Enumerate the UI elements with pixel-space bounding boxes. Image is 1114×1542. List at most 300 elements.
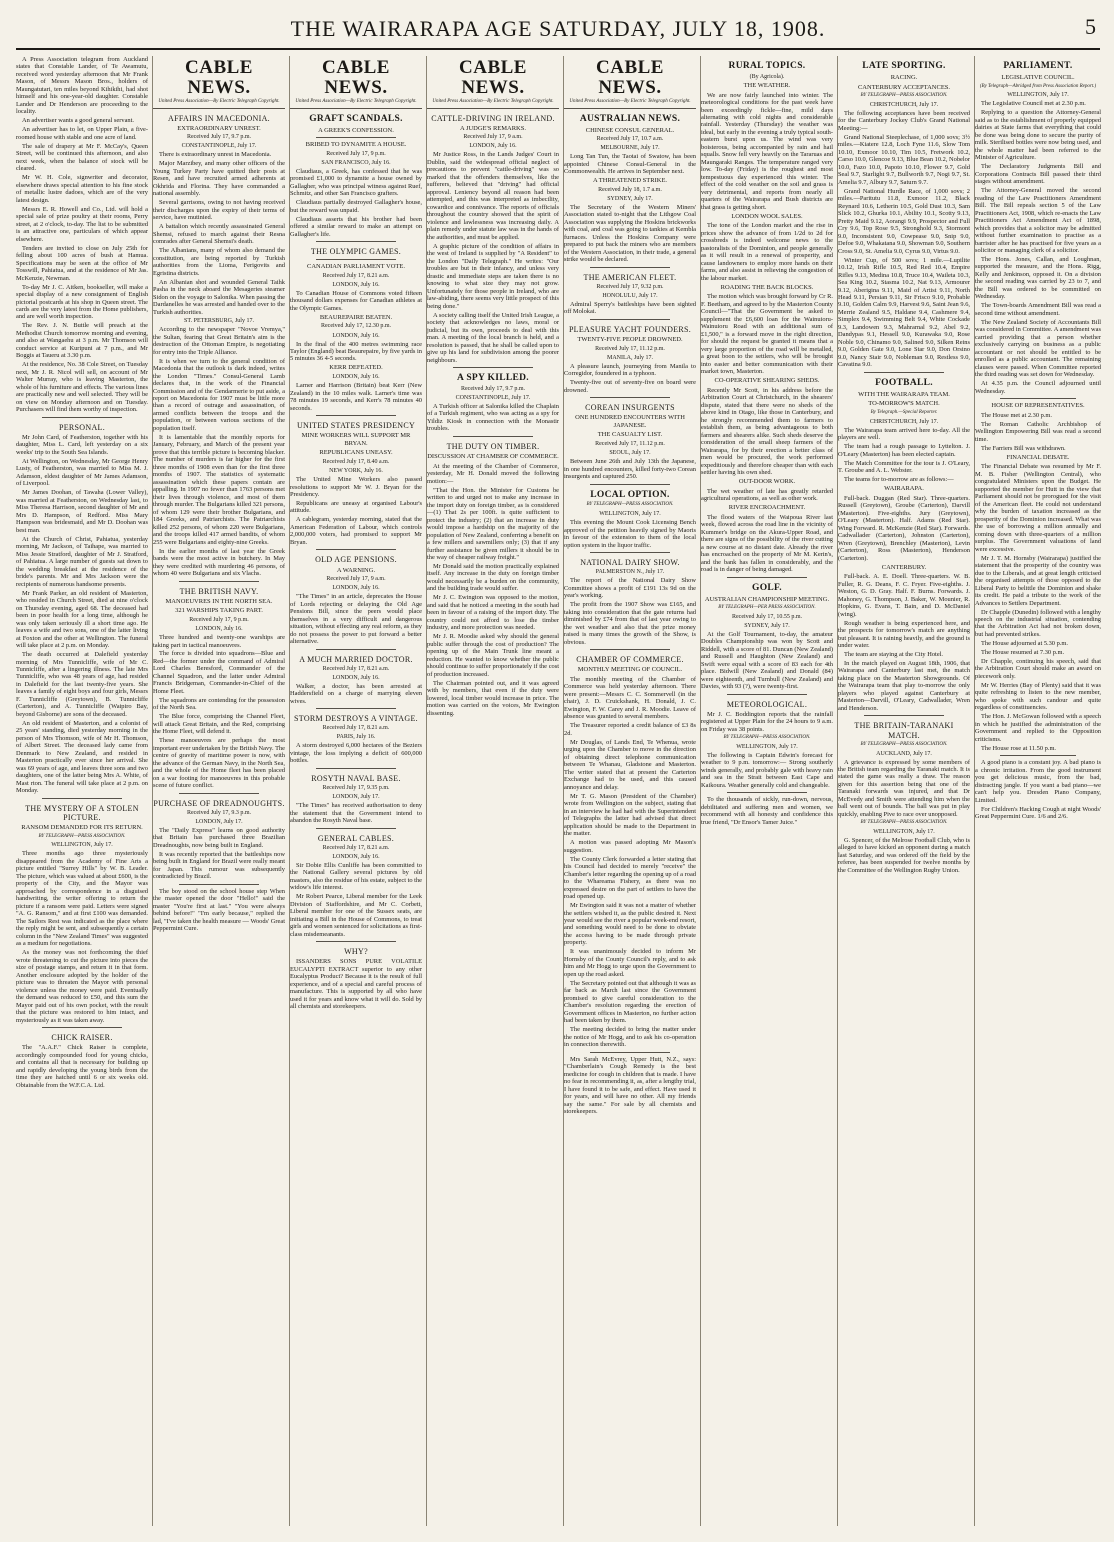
paragraph: There is extraordinary unrest in Macedonia. [159,151,272,159]
received-time: Received July 17, 10.7 a.m. [596,136,664,143]
divider [590,1052,669,1053]
wire-credit: United Press Association—By Electric Telegraph Copyright. [432,98,554,104]
paragraph: At the meeting of the Chamber of Commerce, yesterday, Mr H. Donald moved the following motion:— [427,462,559,485]
paragraph: Dr Chapple, continuing his speech, said that the Arbitration Court should make an award on piecework only. [975,657,1101,680]
received-time: Received July 17, 9 a.m. [463,134,523,141]
wire-credit: BY TELEGRAPH—PER PRESS ASSOCIATION. [718,605,816,611]
received-time: Received July 17, 9 p.m. [326,150,386,157]
paragraph: The Match Committee for the tour is J. O'Leary, T. Groube and A. L. Webster. [838,459,970,475]
section-heading: GOLF. [752,582,782,593]
divider [1000,755,1076,756]
section-subheading: BRIBED TO DYNAMITE A HOUSE. [305,141,407,149]
section-heading: OLD AGE PENSIONS. [315,555,397,565]
divider [316,768,395,769]
paragraph: The team are staying at the City Hotel. [844,651,944,658]
paragraph: The monthly meeting of the Chamber of Commerce was held yesterday afternoon. There were present:—Messrs C. C. Sommervell (in the chair), J. D. Cruickshank, H. Donald, J. C. Ewington, F. W. Carey and J. R. Moodie. Leave of absence was granted to several members. [564,675,696,721]
paragraph: Mr Douglas, of Lands End, Te Whenua, wrote urging upon the Chamber to move in the direction of obtaining direct telephone communication between Te Whanau, Gladstone and Masterton. The writer stated that at present the Carterton Exchange had to be used, and this caused annoyance and delay. [564,738,696,791]
section-heading: FOOTBALL. [875,377,933,388]
paragraph: Mr James Doohan, of Tawaha (Lower Valley), was married at Featherston, on Wednesday last, to Miss Theresa Harrison, second daughter of Mr and Mrs D. Hampson, of Redford. Miss Mary Hampson was bridesmaid, and Mr D. Doohan was best man. [16,489,148,534]
section-subheading: LONDON WOOL SALES. [731,212,803,220]
paragraph: Claudiaus partially destroyed Gallagher's house, but the reward was unpaid. [290,199,422,214]
team-heading: WAIRARAPA. [884,485,924,493]
paragraph: Grand National Hurdle Race, of 1,000 sovs; 2 miles.—Paritutu 11.8, Exmoor 11.2, Black Reynard 10.6, Letherin 10.5, Gold Dust 10.3, Sam Slick 10.2, Ghurka 10.1, Ability 10.1, Scotty 9.13, Pretty Maid 9.12, Aorangi 9.9, Prospector and Full Cry 9.6, Top Rose 9.5, Stronghold 9.3, Stormont 9.0, Inconsistent 9.0, Cowpease 9.0, Snip 9.0, Defoe 9.0, Whakatana 9.0, Showman 9.0, Southern Cross 9.0, St. Amelia 9.0, Cyrus 9.0, Virtus 9.0. [838,187,970,255]
cable-news-banner: CABLE NEWS. [596,57,664,98]
paragraph: Dr Chapple (Dunedin) followed with a lengthy speech on the industrial situation, contending that the Arbitration Act had not broken down, but had prevented strikes. [975,608,1101,638]
section-heading: STORM DESTROYS A VINTAGE. [294,714,418,724]
advertisement: Mrs Sarah McEvrey, Upper Hutt, N.Z., says: "Chamberlain's Cough Remedy is the best medicine for cough in children that is made. I have no fear in recommending it, as, after a lengthy trial, I have found it to be safe, and effect. Have used it for years, and will have no other. All my friends say the same." For sale by all chemists and storekeepers. [564,1055,696,1116]
section-subheading: TWENTY-FIVE PEOPLE DROWNED. [577,336,683,343]
received-time: Received July 17, 8.21 a.m. [322,844,390,851]
dateline: SEOUL, July 17. [609,450,651,457]
team-list: Full-back. A. E. Doell. Three-quarters. W. B. Fuller, R. G. Deans, F. C. Fryer. Five-eighths. J. Weston, G. D. Gray. Half. F. Burns. Forwards. J. Mahoney, G. Thompson, J. Baker, W. Mounier, R. Hopkins, G. Evans, T. Bain, and D. McDaniel (wing). [838,573,970,618]
section-subheading: A GREEK'S CONFESSION. [318,126,394,134]
dateline: CHRISTCHURCH, July 17. [869,418,939,425]
paragraph: To-day Mr J. C. Aitken, bookseller, will make a special display of a new consignment of English pictorial postcards at his shop in Queen street. The cards are the very latest from the Home publishers, and are well worth inspection. [16,283,148,321]
divider [590,267,669,268]
paragraph: Mr W. H. Cole, signwriter and decorator, elsewhere draws special attention to his fine stock of metallic lustre dadoes, which are of the very latest design. [16,174,148,204]
paragraph: Sir Dobie Ellis Cunliffe has been committed to the National Gallery several pictures by old masters, also the residue of his estate, subject to the widow's life interest. [290,861,422,892]
paragraph: The Hon. J. McGowan followed with a speech in which he justified the administration of the Government and replied to the Opposition criticisms. [975,713,1101,743]
paragraph: The profit from the 1907 Show was £165, and taking into consideration that the gate returns had diminished by £74 from that of last year owing to the wet weather and also that the prize money raised is many times the growth of the Show, is obvious. [564,601,696,646]
paragraph: Mr John Card, of Featherston, together with his daughter, Miss L. Card, left yesterday on a six weeks' trip to the South Sea Islands. [16,433,148,456]
paragraph: A grievance is expressed by some members of the British team regarding the Taranaki match. It is stated the game was really a draw. The reason given for this assertion being that one of the Taranaki forwards was injured, and that Dr McEvedy and Smith were attending him when the ball went out of bounds. The ball was put in play quickly, enabling Pive to race over unopposed. [838,758,970,818]
section-subheading: ONE HUNDRED ENCOUNTERS WITH JAPANESE. [575,414,685,429]
column-cable-news-3 [427,56,559,1526]
paragraph: The Secretary pointed out that although it was as far back as March last since the Government promised to give careful consideration to the Chamber's resolution regarding the erection of Government offices in Masterton, no further action had been taken by them. [564,979,696,1025]
paragraph: "The Times" has received authorisation to deny the statement that the Government intend to abandon the Rosyth Naval base. [290,802,422,825]
paragraph: Mr Ewington said it was not a matter of whether the settlers wished it, as the public desired it. Next year would see the river a popular week-end resort, and something would need to be done to obviate the access having to be made through private property. [564,902,696,947]
paragraph: Three hundred and twenty-one warships are taking part in tactical manoeuvres. [153,634,285,649]
section-heading: A SPY KILLED. [457,373,529,383]
divider [316,941,395,942]
advertisement: A good piano is a constant joy. A bad piano is a chronic irritation. From the good instrument you get delicious music, from the bad, distracting jangle. If you want a bad piano—we can't help you. Dresden Piano Company, Limited. [975,759,1101,804]
wire-credit: BY TELEGRAPH—PRESS ASSOCIATION. [860,93,948,99]
paragraph: The United Mine Workers also passed resolutions to support Mr W. J. Bryan for the Presidency. [290,476,422,498]
divider [316,649,395,650]
paragraph: Grand National Steeplechase, of 1,000 sovs; 3½ miles.—Kiatere 12.8, Loch Fyne 11.6, Slow Tom 10.10, Exmoor 10.10, Tim 10.5, Fretwork 10.2, Carso 10.0, Glencoe 9.13, Blue Bean 10.2, Nobelor 10.0, Fazo 10.0, Papoto 10.10, Flower 9.7, Gold Seal 9.7, Starlight 9.7, Bullworth 9.7, Nogi 9.7, St. Amelia 9.7, Albury 9.7, Saturn 9.7. [838,133,970,186]
section-subheading: HOUSE OF REPRESENTATIVES. [991,402,1085,410]
divider [42,798,121,799]
section-heading: PARLIAMENT. [1003,61,1073,71]
divider [316,828,395,829]
paragraph: Mr W. Herries (Bay of Plenty) said that it was quite refreshing to listen to the new member, who spoke with such candour and quite regardless of constituencies. [975,681,1101,712]
advertisement: The boy stood on the school house step When the master opened the door "Hello!" said the master "You're first at last." "You were always behind before!" "I'm early because," replied the lad, "I've taken the health measure — Woods' Great Peppermint Cure. [153,887,285,933]
received-time: Received July 17, 12.30 p.m. [321,323,391,330]
section-heading: THE DUTY ON TIMBER. [446,441,540,451]
paragraph: A motion was passed adopting Mr Mason's suggestion. [564,839,696,854]
team-list: Full-back. Duggan (Red Star). Three-quarters. Russell (Greytown), Groube (Carterton), Darvill (Masterton). Five-eighths. Jury (Greytown), O'Leary (Masterton). Half. Adams (Red Star). Wing Forward. R. McKenzie (Red Star). Forwards. Cadwallader (Carterton), Johnston (Carterton), Wren (Greytown), Brenchley (Masterton), Levin (Carterton), Ross (Masterton), Henderson (Carterton). [838,494,970,562]
dateline: WELLINGTON, July 17. [873,828,935,835]
received-time: Received July 17, 9 p.m. [189,616,249,623]
section-heading: THE MYSTERY OF A STOLEN PICTURE. [25,803,139,822]
paragraph: Rough weather is being experienced here, and the prospects for tomorrow's match are anything but pleasant. It is raining heavily, and the ground is under water. [838,619,970,650]
paragraph: In the earlier months of last year the Greek bands were the most active in butchery. In May they were credited with murdering 46 persons, of whom 40 were Bulgarians and six Vlachs. [153,547,285,578]
section-subheading: EXTRAORDINARY UNREST. [177,124,261,132]
paragraph: A Turkish officer at Salonika killed the Chaplain of a Turkish regiment, who was acting as a spy for Yildiz Kiosk in connection with the Monastir troubles. [427,402,559,433]
paragraph: A pleasure launch, journeying from Manila to Corregidor, foundered in a typhoon. [564,362,696,378]
column-cable-news-1 [153,56,285,1526]
divider [42,1027,121,1028]
paragraph: The team had a rough passage to Lyttelton. J. O'Leary (Masterton) has been elected captain. [838,443,970,458]
wire-credit: BY TELEGRAPH—PRESS ASSOCIATION. [860,819,948,825]
paragraph: Admiral Sperry's battleships have been sighted off Molokai. [564,300,696,316]
paragraph: Mr Frank Parker, an old resident of Masterton, who resided in Church Street, died at nine o'clock on Thursday evening, aged 68. The deceased had been in poor health for a long time, although he was only taken seriously ill a short time ago. He leaves a wife and two sons, one of the latter living at Foxton and the other at Wellington. The funeral will take place at 2 p.m. on Monday. [16,589,148,650]
divider [727,577,806,578]
section-heading: CATTLE-DRIVING IN IRELAND. [431,113,555,123]
paragraph: The Roman Catholic Archbishop of Wellington Empowering Bill was read a second time. [975,420,1101,443]
advertisement: To the thousands of sickly, run-down, nervous, debilitated and suffering men and women, we recommend with all honesty and confidence this true friend, "Dr Ensor's Tamer Juice." [701,796,833,826]
divider [864,372,943,373]
section-subheading: MONTHLY MEETING OF COUNCIL. [577,666,683,674]
divider [590,319,669,320]
paragraph: Larner and Harrison (Britain) beat Kerr (New Zealand) in the 10 miles walk. Larner's time was 78 minutes 19 seconds, and Kerr's 78 minutes 40 seconds. [290,382,422,412]
paragraph: The Secretary of the Western Miners' Association stated to-night that the Lithgow Coal Association was supplying the Hoskins brickworks with coal, and coal was going to tankies at Kembla furnaces. Unless the Hoskins Company were prepared to put back the miners who are members of the Western Association, in their trade, a general strike would be declared. [564,203,696,264]
paragraph: The "Daily Express" learns on good authority that Britain has purchased three Brazilian Dreadnoughts, now being built in England. [153,826,285,849]
section-heading: CHAMBER OF COMMERCE. [576,655,684,665]
paragraph: The Attorney-General moved the second reading of the Law Practitioners Amendment Bill. The Bill repeals section 5 of the Law Practitioners Act, 1908, which re-enacts the Law Practitioners Act Amendment Act of 1898, which provides that a solicitor may be admitted without further examination to practise as a barrister after he has practised for five years as a solicitor or managing clerk of a solicitor. [975,187,1101,254]
paragraph: Replying to a question the Attorney-General said as to the establishment of properly equipped dairies at State farms that everything that could be done was being done to secure the purity of milk. Sterilised bottles were now being used, and the whole matter had been referred to the Minister of Agriculture. [975,109,1101,162]
dateline: LONDON, July 16. [332,374,380,381]
section-heading: THE BRITAIN-TARANAKI MATCH. [854,721,954,740]
section-subheading: A JUDGE'S REMARKS. [459,124,526,132]
wire-credit: BY TELEGRAPH—PRESS ASSOCIATION. [586,502,674,508]
dateline: PALMERSTON N., July 17. [595,569,665,576]
paragraph: The Treasurer reported a credit balance of £3 8s 2d. [564,722,696,737]
paragraph: The tone of the London market and the rise in prices show the advance of from 1/2d to 2d for crossbreds is indeed welcome news to the pastoralists of the Dominion, and people generally as it will result in a renewal of prosperity, and cause landowners to employ more hands on their farms, and also assist in relieving the congestion of the labour market. [701,222,833,282]
paragraph: The Financial Debate was resumed by Mr F. M. B. Fisher (Wellington Central), who congratulated Ministers upon the Budget. He supported the member for Hutt in the view that Parliament should not be prorogued for the visit of the American fleet. He could not understand why the burden of taxation increased as the prosperity of the Dominion increased. What was the use of borrowing a million annually and coming down with three-quarters of a million surplus. The Government valuations of land were excessive. [975,463,1101,553]
paragraph: Winter Cup, of 500 sovs; 1 mile.—Lupilite 10.12, Irish Rifle 10.5, Red Red 10.4, Empire Rifles 9.13, Medina 10.8, Truce 10.4, Waileta 10.3, Sea King 10.2, Stasma 10.2, Nat 9.13, Armourer 9.12, Aberigina 9.11, Maid of Artist 9.11, North Head 9.11, Persian 9.11, Sir Frisco 9.10, Probable 9.10, Golden Calm 9.9, Harvest 9.6, Saint Jean 9.6, Merrie Zealand 9.5, Haldane 9.4, Cashmere 9.4, Simplex 9.4, Swimming Belt 9.4, White Cockade 9.3, Landowen 9.3, Mahrarnal 9.2, Abel 9.2, Dandypas 9.1, Hessell 9.0, Kurawaka 9.0, Rose Noble 9.0, Chinamo 9.0, Salined 9.0, Silken Reins 9.0, Golden Gate 9.0, Lone Star 9.0, Don Orsino 9.0, Nancy Stair 9.0, Nobleman 9.0, Restless 9.0, Cavatina 9.0. [838,256,970,369]
paragraph: In the final of the 400 metres swimming race Taylor (England) beat Beaurepaire, by five yards in 5 minutes 36 4-5 seconds. [290,340,422,363]
paragraph: Mr J. T. M. Hornsby (Wairarapa) justified the statement that the prosperity of the country was due to the Liberals, and at great length criticised the organised attempts of those opposed to the Liberal Party to belittle the Dominion and shake its credit. He paid a tribute to the work of the Advances to Settlers Department. [975,554,1101,607]
team-heading: CANTERBURY. [881,563,927,571]
section-subheading: TO-MORROW'S MATCH. [868,400,940,408]
paragraph: The New Zealand Society of Accountants Bill was considered in Committee. A amendment was carried providing that a person whether exclusively carrying on business as a public accountant or not should be entitled to be enrolled as a public accountant. The remaining clauses were passed. When Committee reported the third reading was set down for Wednesday. [975,318,1101,379]
section-subheading: RIVER ENCROACHMENT. [728,504,806,512]
section-subheading: THE CASUALTY LIST. [597,431,663,439]
section-heading: ROSYTH NAVAL BASE. [311,773,401,783]
section-heading: THE OLYMPIC GAMES. [310,247,402,257]
paragraph: The Albanians, many of whom also demand the constitution, are being reported by Turkish authorities from the Lioma, Ferigovits and Egristina districts. [153,247,285,277]
section-subheading: LEGISLATIVE COUNCIL. [1001,73,1075,81]
dateline: LONDON, July 16. [195,626,243,632]
paragraph: The Hons. Jones, Callan, and Loughnan, supported the measure, and the Hons. Rigg, Kelly and Jenkinson, opposed it. On a division the second reading was carried by 23 to 7, and the Bill was ordered to be committed on Wednesday. [975,255,1101,301]
dateline: CHRISTCHURCH, July 17. [869,101,939,108]
divider [727,792,806,793]
section-subheading: RANSOM DEMANDED FOR ITS RETURN. [21,824,143,832]
dateline: WELLINGTON, July 17. [599,511,661,518]
section-subheading: REPUBLICANS UNEASY. [319,449,393,457]
paragraph: Mr J. C. Ewington was opposed to the motion, and said that he noticed a meeting in the south had been in favour of a raising of the import duty. The country could not afford to lose the timber industry, and more protection was needed. [427,594,559,632]
divider [453,367,532,368]
section-subheading: CANADIAN PARLIAMENT VOTE. [307,263,405,271]
paragraph: A cablegram, yesterday morning, stated that the American Federation of Labour, which controls 2,000,000 voters, had promised to support Mr Bryan. [290,516,422,546]
paragraph: According to the newspaper "Novoe Vremya," the Sultan, fearing that Great Britain's aim is the destruction of the Ottoman Empire, is negotiating for entry into the Triple Alliance. [153,326,285,356]
divider [316,708,395,709]
section-heading: A MUCH MARRIED DOCTOR. [299,654,413,664]
paragraph: "That the Hon. the Minister for Customs be written to and urged not to make any increase in the import duty on foreign timber, as is considered—(1) That 2s per 100ft. is quite sufficient to protect the industry; (2) that an increase in duty would impose a hardship on the majority of the population of New Zealand, conferring a benefit on a few millers and sawmillers only; (3) that if any further assistance be given millers it should be in the way of cheaper railway freight." [427,486,559,561]
paragraph: It was unanimously decided to inform Mr Hornsby of the County Council's reply, and to ask him and Mr Hogg to urge upon the Government to open up the road asked. [564,948,696,978]
section-subheading: FINANCIAL DEBATE. [1006,453,1070,461]
section-subheading: A THREATENED STRIKE. [592,177,668,185]
paragraph: The Rev. J. N. Buttle will preach at the Methodist Church tomorrow morning and evening, and also at Wangaehu at 3 p.m. Mr Thomson will conduct service at Kuripuni at 7 p.m., and Mr Boggis at Taueru at 3.30 p.m. [16,322,148,360]
paragraph: Between June 26th and July 13th the Japanese, in one hundred encounters, killed forty-two Corean insurgents and captured 250. [564,458,696,481]
divider [42,417,121,418]
divider [453,436,532,437]
paragraph: Republicans are uneasy at organised Labour's attitude. [290,499,422,515]
paragraph: An advertiser has to let, on Upper Plain, a five-roomed house with stable and one acre of land. [16,126,148,141]
paragraph: Tenders are invited to close on July 25th for felling about 100 acres of bush at Hamua. Specifications may be seen at the office of Mr Tosswill, Pahiatua, and at the residence of Mr Jas. McKenzie, Newman. [16,244,148,282]
received-time: Received July 17, 10.55 p.m. [732,613,802,620]
paragraph: Major Marzibey, and many other officers of the Young Turkey Party have quitted their posts at Resen, and have recruited armed adherents at Okhrida and Florina. They have commanded a national assembly. [153,160,285,198]
paragraph: The House met at 2.30 p.m. [981,411,1052,419]
paragraph: Several garrisons, owing to not having received their discharges upon the expiry of their terms of service, have mutinied. [153,199,285,222]
paragraph: Mr J. R. Moodie asked why should the general public suffer through the cost of production? The opening up of the Main Trunk line meant a reduction. He wanted to know whether the public should continue to suffer proportionately if the cost of production increased. [427,633,559,678]
dateline: HONOLULU, July 17. [602,292,658,299]
paragraph: The Blue force, comprising the Channel Fleet, will attack Great Britain, and the Red, comprising the Home Fleet, will defend it. [153,713,285,736]
received-time: Received July 17, 9 a.m. [326,576,386,583]
received-time: Received July 17, 9.35 p.m. [322,785,390,792]
divider [153,108,285,109]
paragraph: It is lamentable that the monthly reports for January, February, and March of the present year prove that this terrible picture is becoming blacker. The number of murders is far higher for the first three months of 1908 even than for the first three months of 1907. The statistics of systematic assassination which these papers contain are appalling. In 1907 no fewer than 1763 persons met their lives through violence, and most of them through murder. The Bulgarians killed 321 persons, of whom 129 were their brother Bulgarians, and 184 Greeks, and Patriarchists. The Patriarchists killed 252 persons, of whom 220 were Bulgarians, and the troops killed 417 armed bandits, of whom 255 were Bulgarians and eighty-nine Greeks. [153,433,285,546]
section-subheading: ROADING THE BACK BLOCKS. [720,283,814,291]
paragraph: The teams for to-morrow are as follows:— [844,476,954,484]
paragraph: The Legislative Council met at 2.30 p.m. [981,100,1086,108]
divider [590,649,669,650]
paragraph: Recently Mr Scott, in his address before the Arbitration Court at Christchurch, in the shearers' dispute, stated that there were no sheds of the above kind in Otago, like those in Canterbury, and he strongly recommended them to farmers to establish them, as being advantageous to both farmers and shearers alike. Such sheds deserve the consideration of the small sheep farmers of the Wairarapa, for by their erection a better class of men would be procured, the work performed expeditiously and therefore cheaper than with each settler having his own shed. [701,386,833,477]
dateline: LONDON, July 16. [332,674,380,681]
section-subheading: 321 WARSHIPS TAKING PART. [175,607,263,615]
dateline: WELLINGTON, July 17. [1007,92,1069,99]
section-heading: NATIONAL DAIRY SHOW. [580,558,680,568]
paragraph: In the match played on August 18th, 1906, that Wairarapa and Canterbury last met, the match taking place on the Masterton Showgrounds. Of the Wairarapa team that play to-morrow the only players who played against Canterbury at Masterton—Darvill, O'Leary, Cadwallader, Wren and Henderson. [838,659,970,712]
received-time: Received July 17, 9.3 p.m. [187,809,251,816]
paragraph: It was recently reported that the battleships now being built in England for Brazil were really meant for Japan. This rumour was subsequently contradicted by Brazil. [153,850,285,881]
paragraph: The death occurred at Dalefield yesterday morning of Mrs Tunnicliffe, wife of Mr C. Tunnicliffe, after a lingering illness. The late Mrs Tunnicliffe, who was 48 years of age, had resided in Dalefield for the last twenty-five years. She leaves a family of eight boys and four girls, Messrs F. Tunnicliffe (Greytown), B. Tunnicliffe (Carterton), and A. Tunnicliffe (Waipiro Bay, beyond Gisborne) are sons of the deceased. [16,651,148,718]
byline: (By Agricola). [749,73,785,80]
paragraph: The following is Captain Edwin's forecast for weather to 9 p.m. tomorrow:— Strong southerly winds generally, and probably gale with heavy rain and sea in the Strait between East Cape and Kaikoura. Weather generally cold and changeable. [701,751,833,789]
section-heading: PURCHASE OF DREADNOUGHTS. [153,798,285,808]
paragraph: Claudiaus, a Greek, has confessed that he was promised £1,000 to dynamite a house owned by Gallagher, who was principal witness against Ruef, Schmitz, and other San Francisco grafters. [290,167,422,198]
section-heading: RURAL TOPICS. [728,61,806,71]
column-local-news [16,56,148,1526]
dateline: MELBOURNE, July 17. [600,145,660,152]
section-heading: PERSONAL. [58,422,106,432]
paragraph: Mr J. C. Boddington reports that the rainfall registered at Upper Plain for the 24 hours to 9 a.m. on Friday was 38 points. [701,710,833,733]
section-heading: PLEASURE YACHT FOUNDERS. [568,324,692,334]
advertisement: For Children's Hacking Cough at night Woods' Great Peppermint Cure. 1/6 and 2/6. [975,805,1101,821]
paragraph: It is when we turn to the general condition of Macedonia that the outlook is dark indeed, writes the London "Times." Consul-General Lamb declares that, in the work of the Financial Commission and of the Gendarmerie to put aside, a report on Macedonia for 1907 must be little more than a record of outrage and assassination, of armed conflicts between the troops and the population, or between various sections of the population itself. [153,357,285,432]
column-rural-topics [701,56,833,1526]
paragraph: This evening the Mount Cook Licensing Bench approved of the petition heavily signed by Maoris in favour of the extension to them of the local option system in the liquor traffic. [564,519,696,549]
section-subheading: A WARNING. [336,566,376,574]
column-late-sporting [838,56,970,1526]
paragraph: At the residence, No. 38 Cole Street, on Tuesday next, Mr J. R. Nicol will sell, on account of Mr Walter Murray, who is leaving Masterton, the whole of his furniture and effects. The various lines are practically new and well selected. They will be on view on Monday afternoon and on Tuesday. Purchasers will find them worthy of inspection. [16,361,148,414]
dateline: WELLINGTON, July 17. [51,842,113,849]
paragraph: The following acceptances have been received for the Canterbury Jockey Club's Grand National Meeting:— [838,109,970,132]
wire-credit: United Press Association—By Electric Telegraph Copyright. [569,98,691,104]
dateline: MANILA, July 17. [607,354,653,361]
dateline: WELLINGTON, July 17. [736,743,798,750]
paragraph: The report of the National Dairy Show Committee shows a profit of £191 13s 9d on the year's working. [564,577,696,600]
section-heading: THE BRITISH NAVY. [179,586,259,596]
section-subheading: MANOEUVRES IN THE NORTH SEA. [165,597,273,605]
paragraph: Mr Robert Pearce, Liberal member for the Leek Division of Staffordshire, and Mr C. Corbett, Liberal member for one of the Sussex seats, are initiating a Bill in the House of Commons, to treat girls and women sentenced for solicitations as first-class misdemeanants. [290,893,422,938]
section-heading: METEOROLOGICAL. [726,699,808,709]
section-heading: COREAN INSURGENTS [585,403,675,413]
wire-credit: BY TELEGRAPH—PRESS ASSOCIATION. [860,741,948,747]
cable-news-banner: CABLE NEWS. [322,57,390,98]
section-subheading: RACING. [890,73,918,81]
paragraph: We are now fairly launched into winter. The meteorological conditions for the past week have been exceedingly fickle—fine, mild days alternating with cold nights and considerable rainfall. Yesterday (Thursday) the weather was ideal, but early in the evening a truly typical south-eastern burst upon us. The wind was very boisterous, being accompanied by rain and hail squalls. Snow fell very heavily on the Tararuas and Maungaraki Ranges. The temperature ranged very low. To-day (Friday) is the roughest and most tempestuous day experienced this winter. The effect of the cold weather on the soil and grass is very detrimental, and reports from nearly all quarters of the Wairarapa and Bush districts are that grass is getting short. [701,91,833,211]
paragraph: The House rose at 11.50 p.m. [981,744,1057,752]
section-heading: GRAFT SCANDALS. [309,113,403,124]
divider [727,694,806,695]
paragraph: G. Spencer, of the Melrose Football Club, who is alleged to have kicked an opponent during a match last Saturday, and was ordered off the field by the referee, has been suspended for twelve months by the Committee of the Wellington Rugby Union. [838,836,970,874]
advertisement: ISSANDERS SONS PURE VOLATILE EUCALYPTI EXTRACT superior to any other Eucalyptus Product? Because it is the result of full experience, and of a special and careful process of manufacture. This is supported by all who have used it for years and know what it will do. Sold by all chemists and storekeepers. [290,958,422,1011]
divider [590,552,669,553]
paragraph: At the Church of Christ, Pahiatua, yesterday morning, Mr Jackson, of Taihape, was married to Miss Jessie Stratford, daughter of Mr J. Stratford, of Pahiatua. A large number of guests sat down to the wedding breakfast at the residence of the bride's parents. Mr and Mrs Jackson were the recipients of numerous handsome presents. [16,535,148,588]
section-heading: LOCAL OPTION. [590,489,670,500]
dateline: LONDON, July 16. [332,281,380,288]
paragraph: The wet weather of late has greatly retarded agricultural operations, as well as other work. [701,487,833,503]
divider [316,259,395,260]
received-time: Received July 18, 1.7 a.m. [598,186,662,193]
paragraph: An Albanian shot and wounded General Taihk Pasha in the neck aboard the Mesageries steamer Sidon on the voyage to Salonika. When passing the Dardanelles he was arrested and handed over to the Turkish authorities. [153,278,285,316]
received-time: Received July 17, 8.40 a.m. [322,458,390,465]
section-subheading: DISCUSSION AT CHAMBER OF COMMERCE. [427,453,559,461]
column-cable-news-2 [290,56,422,1526]
paragraph: An old resident of Masterton, and a colonist of 25 years' standing, died yesterday morning in the person of Mrs Thomson, wife of Mr H. Thomson, of Albert Street. The deceased lady came from Denmark to New Zealand, and resided in Masterton practically ever since her arrival. She was 69 years of age, and leaves three sons and two daughters, one of the latter being Mrs A. White, of Mast rton. The funeral will take place at 2 p.m. on Monday. [16,719,148,795]
paragraph: Messrs E. R. Howell and Co., Ltd. will hold a special sale of prize poultry at their rooms, Perry street, at 2 o'clock, to-day. The list to be submitted is an attractive one, particulars of which appear elsewhere. [16,205,148,243]
dateline: ST. PETERSBURG, July 17. [184,318,254,325]
column-parliament [975,56,1101,1526]
divider [590,397,669,398]
section-heading: THE AMERICAN FLEET. [583,272,677,282]
paragraph: The meeting decided to bring the matter under the notice of Mr Hogg, and to ask his co-operation in connection therewith. [564,1026,696,1049]
paragraph: The Chairman pointed out, and it was agreed with by members, that even if the duty were lowered, local timber would increase in price. The motion was carried on the voices, Mr Ewington dissenting. [427,679,559,717]
paragraph: To Canadian House of Commons voted fifteen thousand dollars expenses for Canadian athletes at the Olympic Games. [290,289,422,312]
paragraph: The Declaratory Judgments Bill and Corporations Contracts Bill passed their third stages without amendment. [975,163,1101,186]
dateline: SYDNEY, July 17. [607,195,653,202]
divider [179,793,258,794]
section-subheading: KERR DEFEATED. [329,364,383,372]
divider [316,137,395,138]
section-subheading: WITH THE WAIRARAPA TEAM. [858,390,950,398]
paragraph: The sale of drapery at Mr F. McCay's, Queen Street, will be continued this afternoon, and also next week, when the balance of stock will be cleared. [16,142,148,173]
dateline: LONDON, July 17. [332,794,380,801]
wire-credit: By Telegraph.—Special Reporter. [870,409,938,415]
section-heading: WHY? [344,947,368,957]
wire-credit: BY TELEGRAPH—PRESS ASSOCIATION. [38,833,126,839]
dateline: LONDON, July 16. [332,585,380,592]
section-subheading: CANTERBURY ACCEPTANCES. [857,83,951,91]
paragraph: The Wairarapa team arrived here to-day. All the players are well. [838,426,970,442]
cable-news-banner: CABLE NEWS. [459,57,527,98]
paragraph: The County Clerk forwarded a letter stating that his Council had decided to merely "receive" the Chamber's letter regarding the opening up of a road to the Whareama Fishery, as there was no expressed desire on the part of settlers to have the road opened up. [564,855,696,901]
masthead-title: THE WAIRARAPA AGE SATURDAY, JULY 18, 1908. [290,16,826,41]
paragraph: The Town-boards Amendment Bill was read a second time without amendment. [975,302,1101,317]
paragraph: The motion which was brought forward by Cr R. F. Beetham, and agreed to by the Masterton County Council—"That the Government be asked to supplement the £6,600 loan for the Wainuioru-Wainuioru Road with an additional sum of £1,500," is a forward move in the right direction, for should the request be granted it means that a very large proportion of the road will be metalled, a great boon to the settlers, who will be brought into easier and better communication with their market town, Masterton. [701,293,833,376]
paragraph: Mr Donald said the motion practically explained itself. Any increase in the duty on foreign timber would necessarily be a burden on the community, and the building trade would suffer. [427,562,559,593]
wire-credit: United Press Association—By Electric Telegraph Copyright. [158,98,280,104]
section-heading: LATE SPORTING. [862,61,946,71]
paragraph: A battalion which recently assassinated General Shemsi, refused to march against their Resna comrades after General Shemsi's death. [153,223,285,246]
paragraph: An advertiser wants a good general servant. [22,117,134,125]
paragraph: At Wellington, on Wednesday, Mr George Henry Lusty, of Featherston, was married to Miss M. J. Adamson, eldest daughter of Mr James Adamson, of Liverpool. [16,457,148,488]
divider [316,241,395,242]
paragraph: "The Times" in an article, deprecates the House of Lords rejecting or delaying the Old Age Pensions Bill, since the peers would place themselves in a very difficult and dangerous situation, without effecting any real reform, as they do not possess the power to put forward a better alternative. [290,593,422,646]
divider [316,549,395,550]
section-heading: CHICK RAISER. [51,1033,113,1043]
wire-credit: (By Telegraph—Abridged from Press Association Report.) [979,83,1097,89]
page-number: 5 [1085,14,1096,39]
paragraph: The House resumed at 7.30 p.m. [981,648,1065,656]
section-subheading: CO-OPERATIVE SHEARING SHEDS. [714,377,820,385]
divider [864,715,943,716]
section-subheading: AUSTRALIAN CHAMPIONSHIP MEETING. [704,595,830,603]
dateline: CONSTANTINOPLE, July 17. [181,143,257,150]
paragraph: Three months ago three mysteriously disappeared from the Academy of Fine Arts a picture entitled "Surrey Hills" by W. B. Leader. The picture, which was valued at about £600, is the property of the City, and the Mayor was approached by correspondence in a disguised handwriting, the writer offering to return the picture if a ransom were paid. Letters were signed "A. G. Ransom," and at first £100 was demanded. The Sailors Rest was indicated as the place where the reply might be sent, and subsequently a certain column in the "New Zealand Times" was suggested as a medium for negotiations. [16,850,148,948]
section-subheading: BEAUREPAIRE BEATEN. [319,313,393,321]
divider [316,415,395,416]
divider [590,484,669,485]
masthead [16,10,1100,50]
dateline: LONDON, July 16. [332,332,380,339]
paragraph: The Farriers Bill was withdrawn. [981,444,1066,452]
section-subheading: THE WEATHER. [743,81,791,89]
section-subheading: CHINESE CONSUL GENERAL. [585,126,675,134]
section-heading: UNITED STATES PRESIDENCY [296,421,416,431]
dateline: NEW YORK, July 16. [329,468,383,474]
received-time: Received July 17, 9.32 p.m. [596,283,664,290]
dateline: AUCKLAND, July 17. [876,750,932,757]
divider [564,108,696,109]
received-time: Received July 17, 8.21 a.m. [322,725,390,732]
paragraph: Twenty-five out of seventy-five on board were drowned. [564,379,696,394]
divider [290,108,422,109]
paragraph: As the money was not forthcoming the thief wrote threatening to cut the picture into pieces the size of postage stamps, and return it in that form. Another enclosure adopted by the holder of the picture was to threaten the Mayor with personal violence unless the money were paid. Eventually the demand was reduced to £50, and this sum the Mayor paid out of his own pocket, with the result that the picture was restored to him intact, and mysteriously as it was taken away. [16,949,148,1024]
received-time: Received July 17, 9.7 p.m. [187,134,251,141]
dateline: LONDON, July 16. [469,143,517,150]
section-subheading: OUT-DOOR WORK. [738,478,796,486]
paragraph: The House adjourned at 5.30 p.m. [981,639,1068,647]
paragraph: Claudiaus asserts that his brother had been offered a similar reward to make an attempt on Gallagher's life. [290,215,422,238]
paragraph: The squadrons are contending for the possession of the North Sea. [153,696,285,712]
section-subheading: MINE WORKERS WILL SUPPORT MR BRYAN. [301,432,411,447]
dateline: SAN FRANCISCO, July 16. [321,159,391,166]
column-cable-news-4 [564,56,696,1526]
paragraph: These manoeuvres are perhaps the most important ever undertaken by the British Navy. The centre of gravity of maritime power is now, with the advance of the German Navy, in the North Sea, and the whole of the Home fleet has been placed on a war footing for manoeuvres in this probable scene of future conflict. [153,737,285,790]
paragraph: At 4.35 p.m. the Council adjourned until Wednesday. [975,380,1101,395]
paragraph: Walker, a doctor, has been arrested at Haddersfield on a charge of marrying eleven wives. [290,682,422,705]
received-time: Received July 17, 9.7 p.m. [461,385,525,392]
section-heading: AFFAIRS IN MACEDONIA. [168,113,270,123]
cable-news-banner: CABLE NEWS. [185,57,253,98]
received-time: Received July 17, 11.12 p.m. [595,441,665,448]
paragraph: Mr Justice Ross, in the Lands Judges' Court in Dublin, said the widespread official neglect of precautions to prevent "cattle-driving" was so marked that the offenders themselves, like the sufferers, believed that "driving" had official approval. Leniency beyond all reason had been attempted, and this was interpreted as imbecility, cowardice and connivance. The reports of officials throughout the country showed that the spirit of violence and lawlessness was increasing daily. A plain remedy under statute law was in the hands of the authorities, and must be applied. [427,151,559,241]
dateline: LONDON, July 16. [332,853,380,860]
paragraph: A society calling itself the United Irish League, a society that acknowledges no laws, moral or judicial, but its own, proceeds to deal with this man. A meeting of the local branch is held, and a resolution is passed, that he shall be called upon to give up his land for subdivision among the poorer neighbours. [427,311,559,364]
paragraph: At the Golf Tournament, to-day, the amateur Doubles Championship was won by Scott and Riddell, with a score of 81. Duncan (New Zealand) and Russell and Haughton (New Zealand) and Swift were equal with a score of 83 each for 4th place. Bidwill (New Zealand) and Donald (84) were eighteenth, and Turnbull (New Zealand) and Davies, with 93 (?), were twenty-first. [701,630,833,691]
wire-credit: BY TELEGRAPH—PRESS ASSOCIATION. [723,734,811,740]
received-time: Received July 17, 8.21 a.m. [322,272,390,279]
section-heading: GENERAL CABLES. [317,833,395,843]
paragraph: A graphic picture of the condition of affairs in the west of Ireland is supplied by "A Resident" to the London "Daily Telegraph." He writes: "Our troubles are but in their infancy, and unless very drastic and immediate steps are taken there is no knowing to what size they may not grow. Unfortunately for those people in Ireland, who are law-abiding, there seems very little prospect of this being done." [427,242,559,310]
divider [427,108,559,109]
paragraph: The force is divided into squadrons—Blue and Red—the former under the command of Admiral Lord Charles Beresford, Commander of the Channel Squadron, and the latter under Admiral Francis Bridgeman, Commander-in-Chief of the Home Fleet. [153,650,285,695]
paragraph: Mr T. G. Mason (President of the Chamber) wrote from Wellington on the subject, stating that in an interview he had had with the Superintendent of Telegraphs the latter had advised that direct application should be made to the Department in the matter. [564,792,696,838]
paragraph: The flood waters of the Waipoua River last week, flowed across the road line in the vicinity of Kummer's bridge on the Akura-Upper Road, and there are signs of the possibility of the river cutting a new course at no distant date. Already the river has encroached on the property of Mr M. Kerin's, and the bank has fallen in considerably, and the road is in danger of being damaged. [701,513,833,574]
